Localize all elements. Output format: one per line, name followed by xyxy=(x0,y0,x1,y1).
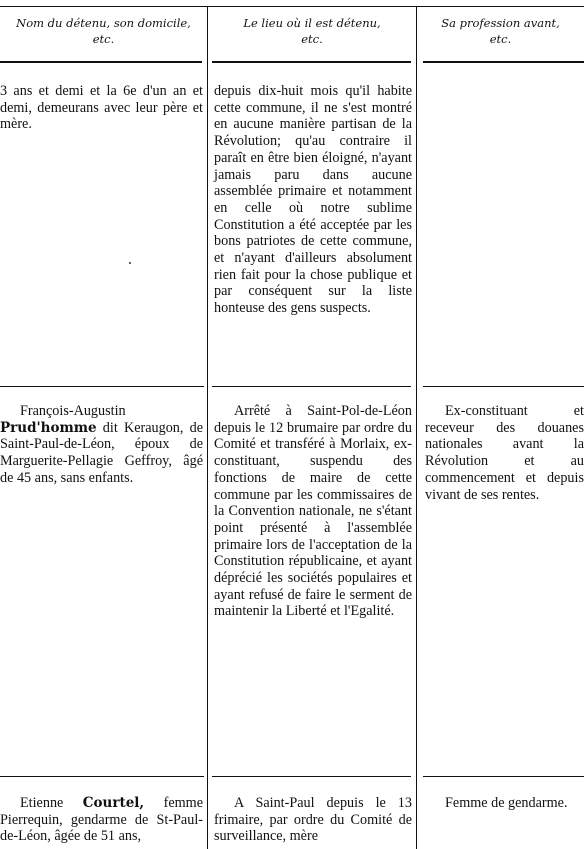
row1-place-text: depuis dix-huit mois qu'il habite cette commune, il ne s'est montré en aucune manière partisan de la Révolution; qu'au contraire il paraît en être bien éloigné, n'ayant jamais paru dans aucune assemblée primaire et notamment en celle où notre sublime Constitution a été acceptée par les bons patriotes de cette commune, et n'ayant d'ailleurs absolument rien fait pour la chose publique et par conséquent sur la liste honteuse des gens suspects. xyxy=(214,83,412,317)
column-rule xyxy=(207,6,208,849)
row-rule xyxy=(212,386,411,387)
header-line: Sa profession avant, xyxy=(441,16,560,30)
header-line: etc. xyxy=(489,32,512,46)
row1-place-cell xyxy=(214,83,412,317)
row2-name-cell xyxy=(0,403,203,487)
row3-name-cell xyxy=(0,795,203,845)
row2-surname: Prud'homme xyxy=(0,419,97,436)
header-rule xyxy=(212,61,411,63)
row-rule xyxy=(423,386,584,387)
header-rule xyxy=(423,61,584,63)
row3-surname: Courtel, xyxy=(82,795,145,811)
column-rule xyxy=(416,6,417,849)
row1-name-cell xyxy=(0,83,203,133)
header-col-name xyxy=(0,15,207,47)
row1-name-text: 3 ans et demi et la 6e d'un an et demi, demeurans avec leur père et mère. xyxy=(0,83,203,133)
header-col-profession xyxy=(417,15,584,47)
header-line: Nom du détenu, son domicile, xyxy=(16,16,191,30)
row-rule xyxy=(212,776,411,777)
row3-name-text xyxy=(0,795,203,845)
row2-name-prefix: François-Augustin xyxy=(20,403,126,419)
header-rule xyxy=(0,61,202,63)
ink-speck xyxy=(129,262,131,264)
row3-profession-cell xyxy=(425,795,584,812)
top-rule xyxy=(0,6,584,7)
row3-place-text: A Saint-Paul depuis le 13 frimaire, par ordre du Comité de surveillance, mère xyxy=(214,795,412,845)
row2-name-suffix: dit Keraugon, de Saint-Paul-de-Léon, époux de Marguerite-Pellagie Geffroy, âgé de 45 ans, sans enfants. xyxy=(0,419,203,486)
row-rule xyxy=(0,776,204,777)
row2-profession-cell xyxy=(425,403,584,503)
header-line: etc. xyxy=(301,32,323,46)
row-rule xyxy=(0,386,204,387)
header-line: Le lieu où il est détenu, xyxy=(243,16,381,30)
row2-name-text xyxy=(0,403,203,487)
header-line: etc. xyxy=(92,32,115,46)
row3-name-suffix: femme Pierrequin, gendarme de St-Paul-de-Léon, âgée de 51 ans, xyxy=(0,795,203,845)
row2-place-cell xyxy=(214,403,412,620)
row2-place-text: Arrêté à Saint-Pol-de-Léon depuis le 12 brumaire par ordre du Comité et transféré à Morlaix, ex-constituant, suspendu des fonctions de maire de cette commune par les commissaires de la Convention nationale, ne s'étant point présenté à l'assemblée primaire lors de l'acceptation de la Constitution républicaine, et ayant déprécié les sociétés populaires et ayant refusé de faire le serment de maintenir la Liberté et l'Egalité. xyxy=(214,403,412,620)
row3-profession-text: Femme de gendarme. xyxy=(445,795,568,811)
row3-name-prefix: Etienne xyxy=(20,795,83,811)
row-rule xyxy=(423,776,584,777)
header-col-place xyxy=(208,15,416,47)
row3-place-cell xyxy=(214,795,412,845)
row2-profession-text: Ex-constituant et receveur des douanes nationales avant la Révolution et au commencement et depuis vivant de ses rentes. xyxy=(425,403,584,503)
